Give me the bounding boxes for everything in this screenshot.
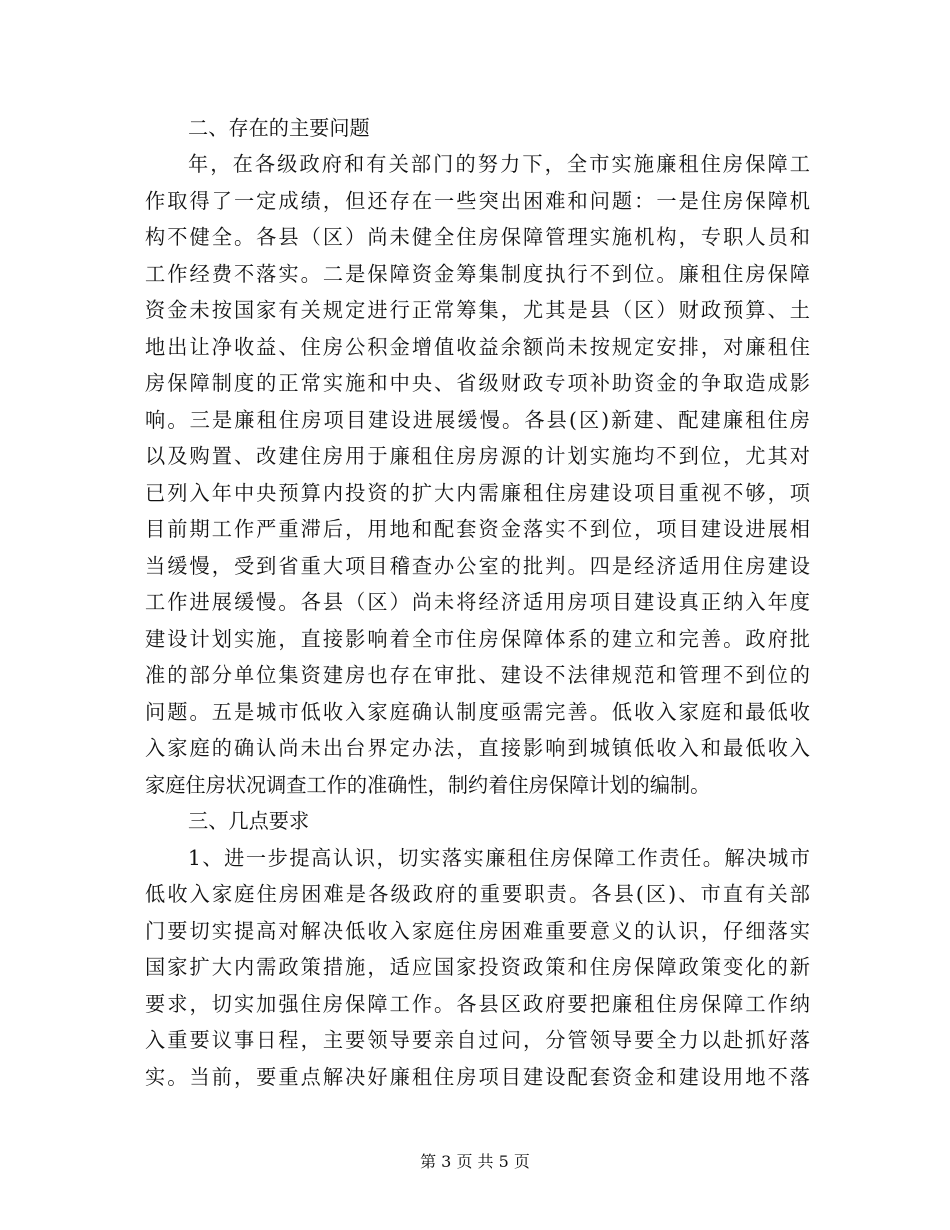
paragraph-line: 响。三是廉租住房项目建设进展缓慢。各县(区)新建、配建廉租住房: [145, 408, 810, 432]
paragraph-line: 当缓慢，受到省重大项目稽查办公室的批判。四是经济适用住房建设: [145, 554, 810, 578]
paragraph-line: 工作进展缓慢。各县（区）尚未将经济适用房项目建设真正纳入年度: [145, 590, 810, 614]
paragraph-line: 构不健全。各县（区）尚未健全住房保障管理实施机构，专职人员和: [145, 225, 810, 249]
paragraph-line: 准的部分单位集资建房也存在审批、建设不法律规范和管理不到位的: [145, 663, 810, 687]
paragraph-line: 低收入家庭住房困难是各级政府的重要职责。各县(区)、市直有关部: [145, 882, 810, 906]
paragraph-line: 入重要议事日程，主要领导要亲自过问，分管领导要全力以赴抓好落: [145, 1028, 810, 1052]
paragraph-line: 作取得了一定成绩，但还存在一些突出困难和问题：一是住房保障机: [145, 189, 810, 213]
paragraph-line: 以及购置、改建住房用于廉租住房房源的计划实施均不到位，尤其对: [145, 444, 810, 468]
paragraph-line: 实。当前，要重点解决好廉租住房项目建设配套资金和建设用地不落: [145, 1065, 810, 1089]
paragraph-line: 门要切实提高对解决低收入家庭住房困难重要意义的认识，仔细落实: [145, 919, 810, 943]
paragraph-line: 目前期工作严重滞后，用地和配套资金落实不到位，项目建设进展相: [145, 517, 810, 541]
paragraph-line: 地出让净收益、住房公积金增值收益余额尚未按规定安排，对廉租住: [145, 335, 810, 359]
paragraph-line: 问题。五是城市低收入家庭确认制度亟需完善。低收入家庭和最低收: [145, 700, 810, 724]
paragraph-line: 年，在各级政府和有关部门的努力下，全市实施廉租住房保障工: [188, 152, 810, 176]
paragraph-line: 已列入年中央预算内投资的扩大内需廉租住房建设项目重视不够，项: [145, 481, 810, 505]
paragraph-line: 国家扩大内需政策措施，适应国家投资政策和住房保障政策变化的新: [145, 955, 810, 979]
page-number-footer: 第 3 页 共 5 页: [420, 1152, 530, 1171]
paragraph-line: 工作经费不落实。二是保障资金筹集制度执行不到位。廉租住房保障: [145, 262, 810, 286]
paragraph-line: 建设计划实施，直接影响着全市住房保障体系的建立和完善。政府批: [145, 627, 810, 651]
section-heading-problems: 二、存在的主要问题: [188, 116, 370, 140]
section-heading-requirements: 三、几点要求: [188, 809, 310, 833]
paragraph-line: 1、进一步提高认识，切实落实廉租住房保障工作责任。解决城市: [188, 846, 810, 870]
paragraph-line: 入家庭的确认尚未出台界定办法，直接影响到城镇低收入和最低收入: [145, 736, 810, 760]
paragraph-line: 家庭住房状况调查工作的准确性，制约着住房保障计划的编制。: [145, 773, 711, 797]
paragraph-line: 要求，切实加强住房保障工作。各县区政府要把廉租住房保障工作纳: [145, 992, 810, 1016]
paragraph-line: 资金未按国家有关规定进行正常筹集，尤其是县（区）财政预算、土: [145, 298, 810, 322]
paragraph-line: 房保障制度的正常实施和中央、省级财政专项补助资金的争取造成影: [145, 371, 810, 395]
